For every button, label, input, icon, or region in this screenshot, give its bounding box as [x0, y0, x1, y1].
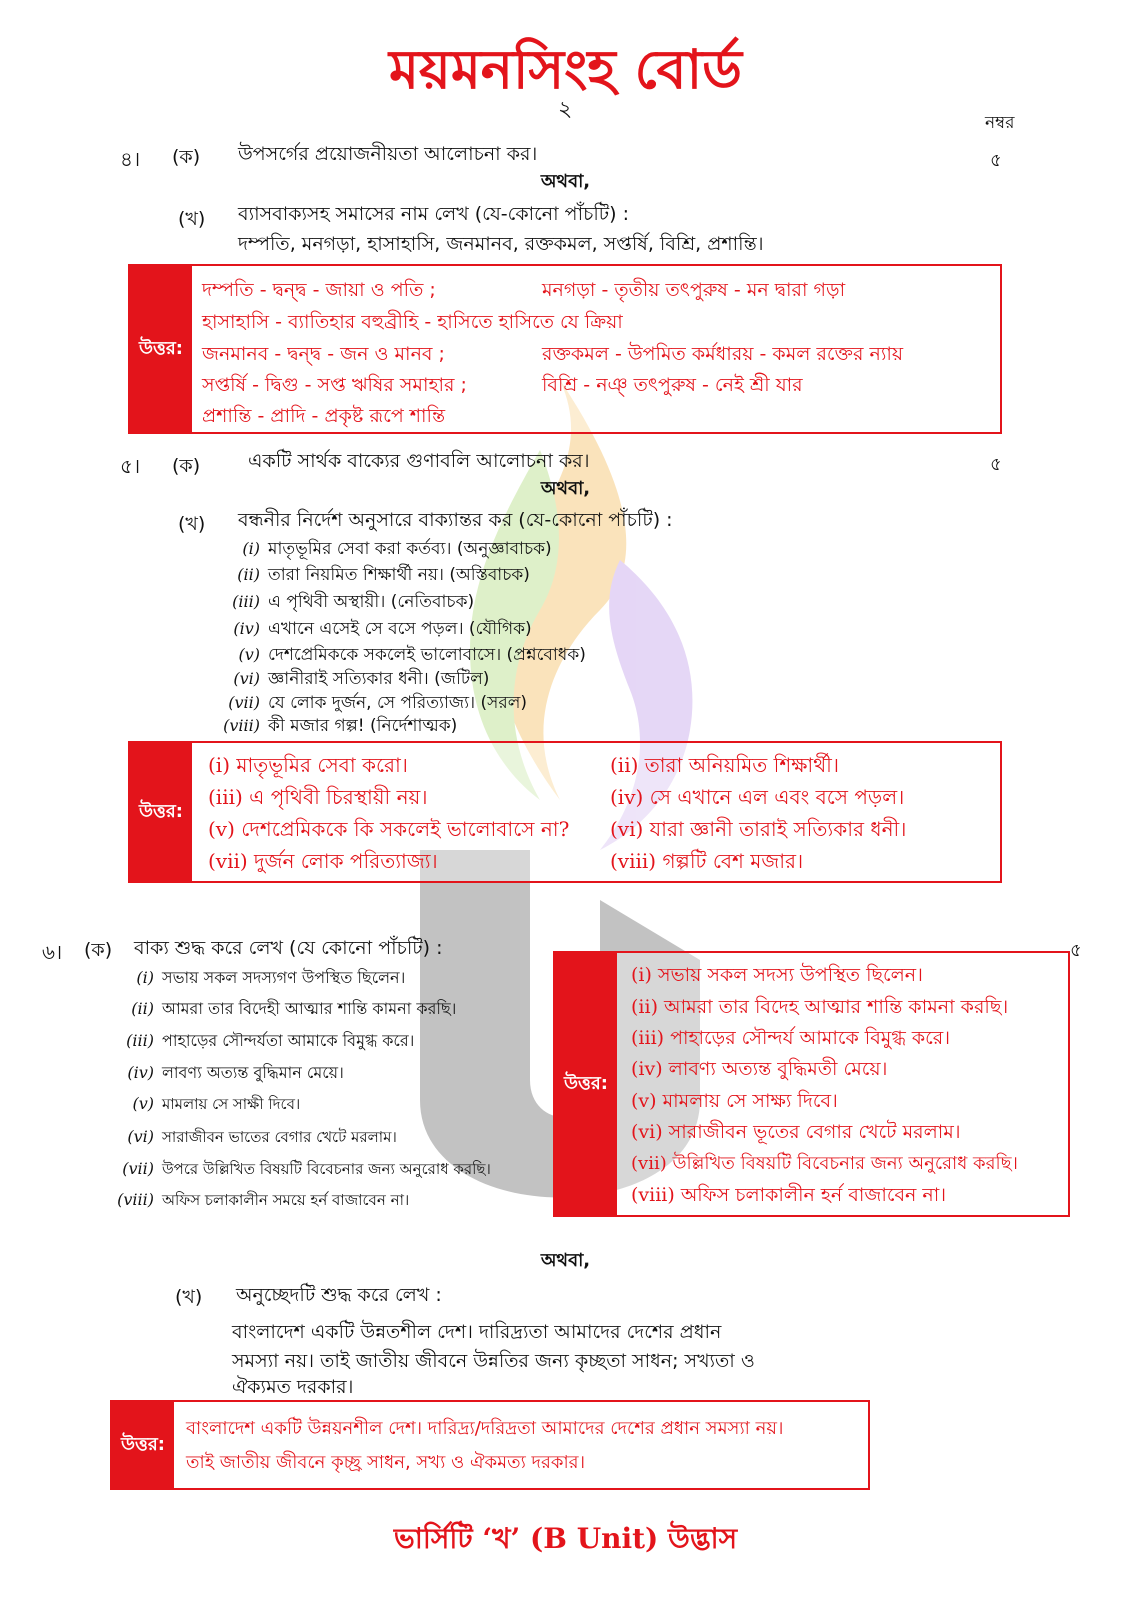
footer-brand: ভার্সিটি ‘খ’ (B Unit) উদ্ভাস: [393, 1522, 738, 1555]
q6-b-answer-line-1: বাংলাদেশ একটি উন্নয়নশীল দেশ। দারিদ্র্য/দরিদ্রতা আমাদের দেশের প্রধান সমস্যা নয়।: [186, 1418, 784, 1439]
q5-a-marks: ৫: [990, 454, 1002, 475]
q6-answer-3: (iii) পাহাড়ের সৌন্দর্য আমাকে বিমুগ্ধ করে।: [631, 1027, 951, 1049]
q4-or: অথবা,: [540, 171, 591, 192]
q6-answer-4: (iv) লাবণ্য অত্যন্ত বুদ্ধিমতী মেয়ে।: [631, 1058, 888, 1080]
q6-item-4: [104, 1060, 344, 1087]
q5-a-text: একটি সার্থক বাক্যের গুণাবলি আলোচনা কর।: [248, 450, 590, 472]
q5-answer-4: (iv) সে এখানে এল এবং বসে পড়ল।: [610, 785, 905, 809]
q6-item-roman: (vii): [122, 1159, 154, 1178]
q4-a-label: (ক): [172, 146, 201, 168]
q6-item-8: [104, 1189, 409, 1214]
q4-answer-1: দম্পতি - দ্বন্দ্ব - জায়া ও পতি ;: [202, 279, 436, 301]
q5-item-roman: (vii): [228, 693, 260, 712]
q6-a-marks: ৫: [1070, 940, 1082, 961]
q6-item-text: সভায় সকল সদস্যগণ উপস্থিত ছিলেন।: [162, 968, 406, 987]
q6-item-5: [104, 1093, 300, 1118]
q4-a-text: উপসর্গের প্রয়োজনীয়তা আলোচনা কর।: [238, 143, 538, 165]
q5-answer-2: (ii) তারা অনিয়মিত শিক্ষার্থী।: [610, 753, 840, 777]
q5-item-text: যে লোক দুর্জন, সে পরিত্যাজ্য। (সরল): [268, 693, 528, 713]
q6-item-1: [104, 965, 405, 992]
q5-b-label: (খ): [178, 513, 206, 535]
q6-item-roman: (viii): [117, 1190, 154, 1209]
q6-paragraph-line-1: বাংলাদেশ একটি উন্নতশীল দেশ। দারিদ্র্যতা আমাদের দেশের প্রধান: [232, 1321, 722, 1343]
q4-b-text: ব্যাসবাক্যসহ সমাসের নাম লেখ (যে-কোনো পাঁচটি) :: [238, 203, 629, 225]
q6-item-3: [104, 1028, 414, 1055]
q4-b-label: (খ): [178, 208, 206, 230]
q5-item-roman: (ii): [237, 565, 260, 584]
q6-item-text: লাবণ্য অত্যন্ত বুদ্ধিমান মেয়ে।: [162, 1063, 344, 1082]
q5-answer-3: (iii) এ পৃথিবী চিরস্থায়ী নয়।: [208, 785, 428, 809]
q5-item-text: দেশপ্রেমিককে সকলেই ভালোবাসে। (প্রশ্নবোধক): [268, 645, 586, 665]
q4-b-words: দম্পতি, মনগড়া, হাসাহাসি, জনমানব, রক্তকমল, সপ্তর্ষি, বিশ্রি, প্রশান্তি।: [238, 233, 764, 255]
q5-item-text: তারা নিয়মিত শিক্ষার্থী নয়। (অস্তিবাচক): [268, 565, 530, 585]
q5-item-roman: (v): [238, 645, 260, 664]
q5-item-text: মাতৃভূমির সেবা করা কর্তব্য। (অনুজ্ঞাবাচক): [268, 539, 552, 559]
q5-answer-1: (i) মাতৃভূমির সেবা করো।: [208, 753, 408, 777]
q5-item-roman: (i): [242, 539, 260, 558]
q5-answer-box: [128, 741, 1002, 883]
q5-answer-6: (vi) যারা জ্ঞানী তারাই সত্যিকার ধনী।: [610, 817, 907, 841]
q6-item-roman: (vi): [127, 1127, 154, 1146]
q4-answer-5: রক্তকমল - উপমিত কর্মধারয় - কমল রক্তের ন্যায়: [542, 343, 904, 365]
q6-item-roman: (iv): [127, 1063, 154, 1082]
marks-header: নম্বর: [985, 113, 1015, 133]
q4-answer-6: সপ্তর্ষি - দ্বিগু - সপ্ত ঋষির সমাহার ;: [202, 374, 467, 396]
q6-a-label: (ক): [84, 939, 113, 961]
q4-answer-3: হাসাহাসি - ব্যাতিহার বহুব্রীহি - হাসিতে হাসিতে যে ক্রিয়া: [202, 311, 623, 333]
q6-or: অথবা,: [540, 1250, 591, 1271]
page-title: ময়মনসিংহ বোর্ড: [389, 37, 742, 101]
q6-paragraph-line-3: ঐক্যমত দরকার।: [232, 1376, 354, 1398]
q5-item-roman: (iii): [232, 592, 260, 611]
q5-item-2: [210, 562, 530, 590]
q5-answer-7: (vii) দুর্জন লোক পরিত্যাজ্য।: [208, 849, 438, 873]
q6-b-text: অনুচ্ছেদটি শুদ্ধ করে লেখ :: [236, 1284, 442, 1306]
q5-answer-label: উত্তর:: [130, 743, 192, 881]
q5-answer-5: (v) দেশপ্রেমিককে কি সকলেই ভালোবাসে না?: [208, 817, 570, 841]
q5-item-text: এখানে এসেই সে বসে পড়ল। (যৌগিক): [268, 619, 532, 639]
q4-answer-4: জনমানব - দ্বন্দ্ব - জন ও মানব ;: [202, 343, 445, 365]
q5-item-text: এ পৃথিবী অস্থায়ী। (নেতিবাচক): [268, 592, 475, 612]
q6-item-text: সারাজীবন ভাতের বেগার খেটে মরলাম।: [162, 1128, 397, 1146]
q6-item-roman: (ii): [131, 999, 154, 1018]
q6-b-answer-line-2: তাই জাতীয় জীবনে কৃচ্ছ্র সাধন, সখ্য ও ঐকমত্য দরকার।: [186, 1452, 586, 1473]
q6-answer-8: (viii) অফিস চলাকালীন হর্ন বাজাবেন না।: [631, 1184, 947, 1206]
q6-b-answer-box: [110, 1400, 870, 1490]
q5-item-3: [210, 589, 474, 617]
q4-answer-8: প্রশান্তি - প্রাদি - প্রকৃষ্ট রূপে শান্তি: [202, 405, 446, 427]
q5-b-text: বন্ধনীর নির্দেশ অনুসারে বাক্যান্তর কর (যে-কোনো পাঁচটি) :: [238, 509, 673, 531]
q4-answer-7: বিশ্রি - নঞ্ তৎপুরুষ - নেই শ্রী যার: [542, 374, 803, 396]
q4-number: ৪।: [120, 147, 141, 171]
q5-a-label: (ক): [172, 455, 201, 477]
q6-answer-1: (i) সভায় সকল সদস্য উপস্থিত ছিলেন।: [631, 964, 923, 986]
q5-answer-8: (viii) গল্পটি বেশ মজার।: [610, 849, 804, 873]
q5-or: অথবা,: [540, 478, 591, 499]
q5-item-4: [210, 616, 532, 644]
q5-item-8: [210, 713, 457, 741]
q4-a-marks: ৫: [990, 150, 1002, 171]
q6-number: ৬।: [42, 940, 63, 964]
q6-item-roman: (i): [136, 968, 154, 987]
q6-item-6: [104, 1126, 397, 1151]
q4-answer-2: মনগড়া - তৃতীয় তৎপুরুষ - মন দ্বারা গড়া: [542, 279, 846, 301]
q5-item-text: জ্ঞানীরাই সত্যিকার ধনী। (জটিল): [268, 669, 490, 689]
q6-item-roman: (iii): [126, 1031, 154, 1050]
q5-number: ৫।: [120, 454, 141, 478]
q4-answer-box: [128, 264, 1002, 434]
q5-item-roman: (vi): [233, 669, 260, 688]
q6-answer-6: (vi) সারাজীবন ভূতের বেগার খেটে মরলাম।: [631, 1121, 961, 1143]
q5-item-roman: (iv): [233, 619, 260, 638]
q6-item-text: মামলায় সে সাক্ষী দিবে।: [162, 1095, 301, 1113]
q5-item-roman: (viii): [223, 716, 260, 735]
q6-b-label: (খ): [175, 1286, 203, 1308]
q6-b-answer-label: উত্তর:: [112, 1402, 174, 1488]
q4-answer-label: উত্তর:: [130, 266, 192, 432]
q6-item-text: অফিস চলাকালীন সময়ে হর্ন বাজাবেন না।: [162, 1191, 410, 1209]
q6-item-text: পাহাড়ের সৌন্দর্যতা আমাকে বিমুগ্ধ করে।: [162, 1031, 415, 1050]
page-number: ২: [558, 97, 573, 122]
q5-item-text: কী মজার গল্প! (নির্দেশাত্মক): [268, 716, 458, 736]
q6-item-text: আমরা তার বিদেহী আত্মার শান্তি কামনা করছি।: [162, 999, 457, 1018]
q6-item-text: উপরে উল্লিখিত বিষয়টি বিবেচনার জন্য অনুরোধ করছি।: [162, 1160, 491, 1178]
q6-answer-label: উত্তর:: [555, 953, 617, 1215]
q6-item-roman: (v): [132, 1094, 154, 1113]
q6-answer-box: [553, 951, 1070, 1217]
q6-paragraph-line-2: সমস্যা নয়। তাই জাতীয় জীবনে উন্নতির জন্য কৃচ্ছতা সাধন; সখ্যতা ও: [232, 1350, 755, 1372]
q6-item-2: [104, 996, 456, 1023]
q6-answer-7: (vii) উল্লিখিত বিষয়টি বিবেচনার জন্য অনুরোধ করছি।: [631, 1153, 1018, 1174]
q5-item-1: [210, 536, 552, 564]
q6-answer-5: (v) মামলায় সে সাক্ষ্য দিবে।: [631, 1090, 838, 1112]
q6-a-text: বাক্য শুদ্ধ করে লেখ (যে কোনো পাঁচটি) :: [134, 937, 443, 959]
q6-answer-2: (ii) আমরা তার বিদেহ আত্মার শান্তি কামনা করছি।: [631, 996, 1009, 1018]
q6-item-7: [104, 1158, 491, 1183]
